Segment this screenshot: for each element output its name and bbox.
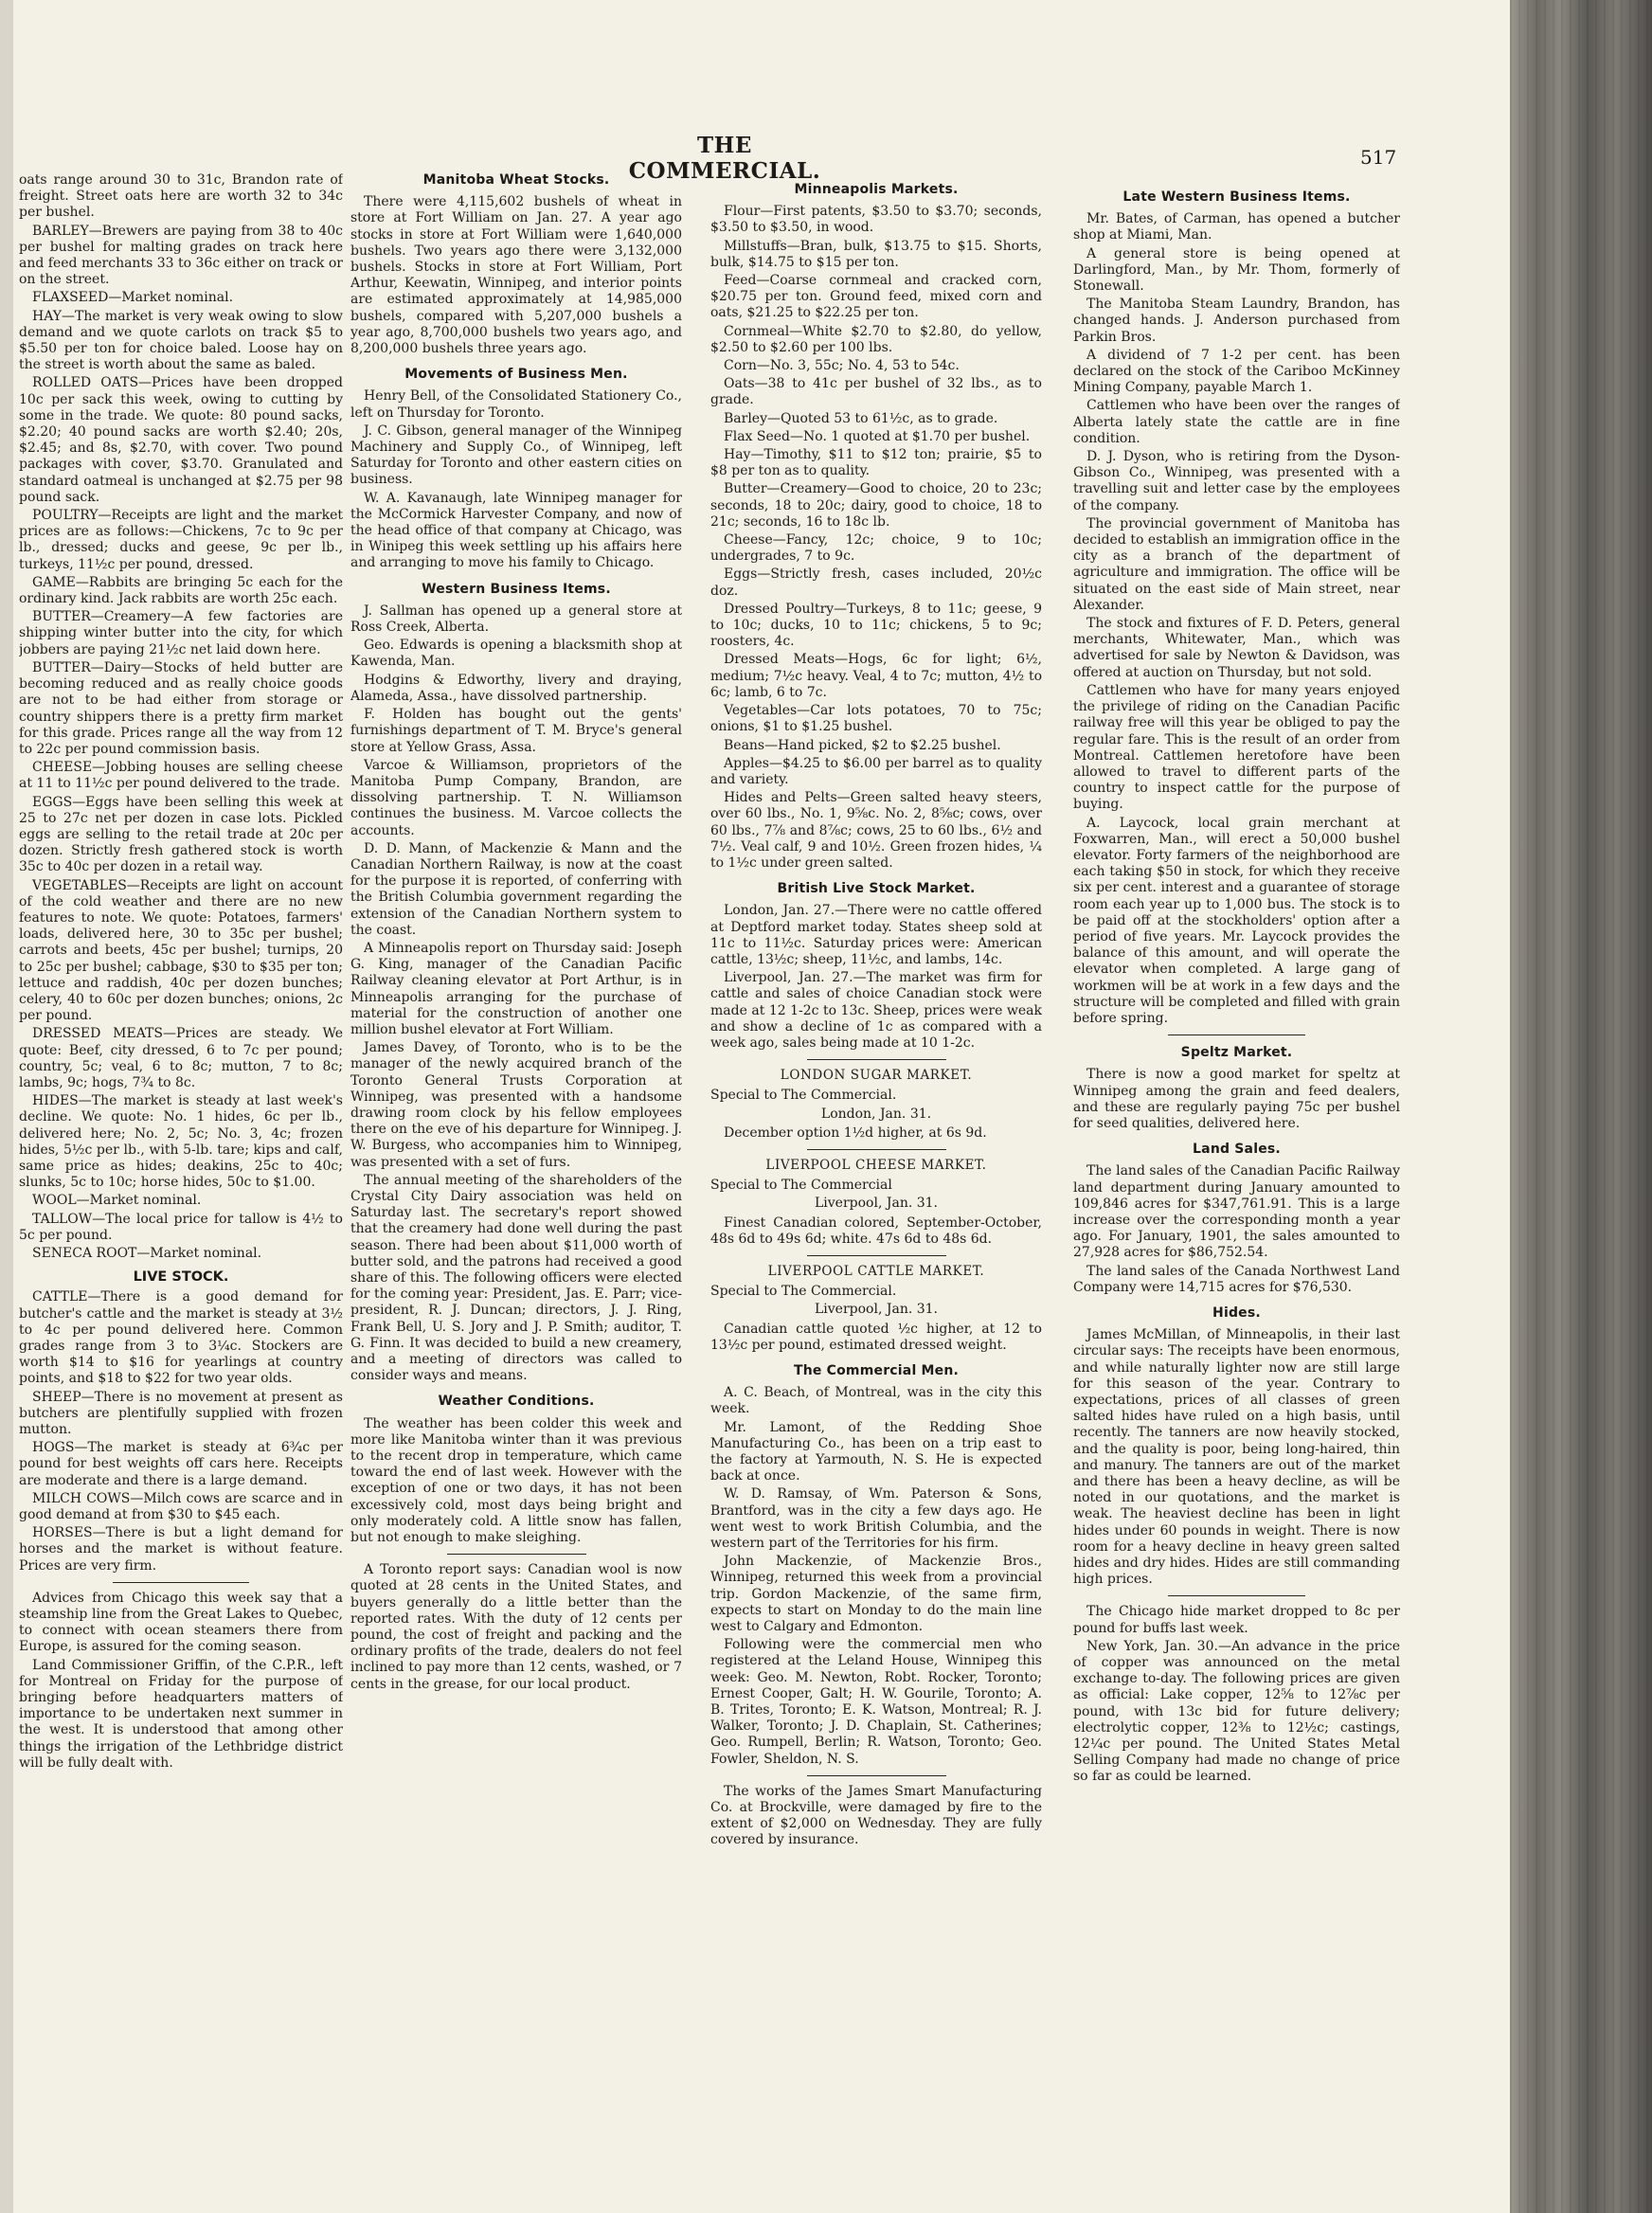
book-spine-pages <box>1510 0 1652 2213</box>
late-western-paragraph: A general store is being opened at Darlingford, Man., by Mr. Thom, formerly of Stonewall. <box>1073 245 1400 295</box>
column-2 <box>350 172 682 2209</box>
livestock-heading: LIVE STOCK. <box>133 1269 229 1286</box>
divider <box>807 1149 946 1150</box>
minneapolis-paragraph: Cornmeal—White $2.70 to $2.80, do yellow, $2.50 to $2.60 per 100 lbs. <box>710 323 1042 355</box>
livestock-paragraph: HORSES—There is but a light demand for horses and the market is without feature. Prices are very firm. <box>19 1525 343 1574</box>
british-paragraph: Liverpool, Jan. 27.—The market was firm for cattle and sales of choice Canadian stock were made at 12 1-2c to 13c. Sheep, prices were weak and show a decline of 1c as compared with a week ago, sales being made at 10 1-2c. <box>710 970 1042 1051</box>
divider <box>1168 1595 1305 1596</box>
late-western-paragraph: The Manitoba Steam Laundry, Brandon, has changed hands. J. Anderson purchased from Parkin Bros. <box>1073 297 1400 345</box>
market-paragraph: EGGS—Eggs have been selling this week at 25 to 27c net per dozen in case lots. Pickled eggs are selling to the retail trade at 20c per dozen. Strictly fresh gathered stock is worth 35c to 40c per dozen in a retail way. <box>19 794 343 875</box>
minneapolis-paragraph: Millstuffs—Bran, bulk, $13.75 to $15. Shorts, bulk, $14.75 to $15 per ton. <box>710 238 1042 270</box>
western-items-heading: Western Business Items. <box>422 581 611 597</box>
late-western-paragraph: The stock and fixtures of F. D. Peters, general merchants, Whitewater, Man., which was advertised for sale by Newton & Davidson, was offered at auction on Thursday, but not sold. <box>1073 616 1400 680</box>
minneapolis-paragraph: Vegetables—Car lots potatoes, 70 to 75c; onions, $1 to $1.25 bushel. <box>710 703 1042 735</box>
minneapolis-paragraph: Hay—Timothy, $11 to $12 ton; prairie, $5 to $8 per ton as to quality. <box>710 447 1042 479</box>
divider <box>447 1554 586 1555</box>
market-paragraph: HIDES—The market is steady at last week's decline. We quote: No. 1 hides, 6c per lb., delivered here; No. 2, 5c; No. 3, 4c; frozen hides, 5½c per lb., with 5-lb. tare; kips and calf, same price as hides; deakins, 25c to 40c; slunks, 5c to 10c; horse hides, 50c to $1.00. <box>19 1093 343 1191</box>
wheat-stocks-heading: Manitoba Wheat Stocks. <box>422 172 610 188</box>
land-sales-heading: Land Sales. <box>1193 1142 1281 1158</box>
minneapolis-paragraph: Dressed Meats—Hogs, 6c for light; 6½, medium; 7½c heavy. Veal, 4 to 7c; mutton, 4½ to 6c; lamb, 6 to 7c. <box>710 652 1042 700</box>
late-western-paragraph: Mr. Bates, of Carman, has opened a butcher shop at Miami, Man. <box>1073 211 1400 243</box>
western-paragraph: James Davey, of Toronto, who is to be the manager of the newly acquired branch of the Toronto General Trusts Corporation at Winnipeg, was presented with a handsome drawing room clock by his fellow employees there on the eve of his departure for Winnipeg. J. W. Burgess, who accompanies him to Winnipeg, was presented with a set of furs. <box>350 1040 682 1170</box>
news-paragraph: Advices from Chicago this week say that a steamship line from the Great Lakes to Quebec, to connect with ocean steamers there from Europe, is assured for the coming season. <box>19 1590 343 1655</box>
hides-paragraph: The Chicago hide market dropped to 8c per pound for buffs last week. <box>1073 1604 1400 1636</box>
livestock-paragraph: MILCH COWS—Milch cows are scarce and in good demand at from $30 to $45 each. <box>19 1490 343 1523</box>
cattle-paragraph: Canadian cattle quoted ½c higher, at 12 to 13½c per pound, estimated dressed weight. <box>710 1321 1042 1353</box>
dateline: Liverpool, Jan. 31. <box>815 1196 938 1212</box>
livestock-section <box>19 1289 343 1574</box>
liverpool-cattle-heading: LIVERPOOL CATTLE MARKET. <box>767 1263 985 1279</box>
western-paragraph: J. Sallman has opened up a general store at Ross Creek, Alberta. <box>350 603 682 636</box>
late-western-paragraph: Cattlemen who have been over the ranges of Alberta lately state the cattle are in fine condition. <box>1073 398 1400 446</box>
special-line: Special to The Commercial <box>710 1178 892 1194</box>
page-number: 517 <box>1360 146 1397 169</box>
western-paragraph: Varcoe & Williamson, proprietors of the Manitoba Pump Company, Brandon, are dissolving partnership. T. N. Williamson continues the business. M. Varcoe collects the accounts. <box>350 757 682 838</box>
livestock-paragraph: HOGS—The market is steady at 6¾c per pound for best weights off cars here. Receipts are moderate and there is a large demand. <box>19 1440 343 1488</box>
wool-paragraph: A Toronto report says: Canadian wool is now quoted at 28 cents in the United States, and buyers generally do a little better than the reported rates. With the duty of 12 cents per pound, the cost of freight and packing and the ordinary profits of the trade, dealers do not feel inclined to pay more than 12 cents, washed, or 7 cents in the grease, for our local product. <box>350 1562 682 1692</box>
market-paragraph: SENECA ROOT—Market nominal. <box>32 1246 262 1261</box>
speltz-paragraph: There is now a good market for speltz at Winnipeg among the grain and feed dealers, and these are regularly paying 75c per bushel for seed qualities, delivered here. <box>1073 1067 1400 1131</box>
late-western-paragraph: D. J. Dyson, who is retiring from the Dyson-Gibson Co., Winnipeg, was presented with a travelling suit and letter case by the employees of the company. <box>1073 449 1400 513</box>
western-paragraph: The annual meeting of the shareholders of the Crystal City Dairy association was held on Saturday last. The secretary's report showed that the creamery had done well during the past season. There had been about $11,000 worth of butter sold, and the patrons had received a good share of this. The following officers were elected for the coming year: President, Jas. E. Parr; vice-president, R. J. Duncan; directors, J. J. Ring, Frank Bell, U. S. Jory and J. P. Smith; auditor, T. G. Finn. It was decided to build a new creamery, and a meeting of directors was called to consider ways and means. <box>350 1172 682 1384</box>
minneapolis-heading: Minneapolis Markets. <box>794 182 959 197</box>
british-livestock-heading: British Live Stock Market. <box>777 881 976 897</box>
minneapolis-paragraph: Beans—Hand picked, $2 to $2.25 bushel. <box>724 737 1001 753</box>
late-western-paragraph: Cattlemen who have for many years enjoyed the privilege of riding on the Canadian Pacific railway free will this year be obliged to pay the regular fare. This is the result of an order from Montreal. Cattlemen heretofore have been allowed to travel to different parts of the country to inspect cattle for the purpose of buying. <box>1073 682 1400 813</box>
market-paragraph: BUTTER—Dairy—Stocks of held butter are becoming reduced and as really choice goods are not to be had either from storage or country shippers there is a pretty firm market for this grade. Prices range all the way from 12 to 22c per pound commission basis. <box>19 659 343 757</box>
late-western-paragraph: The provincial government of Manitoba has decided to establish an immigration office in the city as a branch of the department of agriculture and immigration. The office will be situated on the east side of Main street, near Alexander. <box>1073 515 1400 613</box>
minneapolis-paragraph: Corn—No. 3, 55c; No. 4, 53 to 54c. <box>724 358 960 374</box>
market-paragraph: oats range around 30 to 31c, Brandon rate of freight. Street oats here are worth 32 to 34c per bushel. <box>19 172 343 221</box>
hides-paragraph: New York, Jan. 30.—An advance in the price of copper was announced on the metal exchange to-day. The following prices are given as official: Lake copper, 12⅝ to 12⅞c per pound, with 13c bid for future delivery; electrolytic copper, 12⅜ to 12½c; castings, 12¼c per pound. The United States Metal Selling Company had made no change of price so far as could be learned. <box>1073 1638 1400 1785</box>
market-paragraph: VEGETABLES—Receipts are light on account of the cold weather and there are no new features to note. We quote: Potatoes, farmers' loads, delivered here, 30 to 35c per bushel; carrots and beets, 45c per bushel; turnips, 20 to 25c per bushel; cabbage, $30 to $35 per ton; lettuce and raddish, 40c per dozen bunches; celery, 40 to 60c per dozen bunches; onions, 2c per pound. <box>19 877 343 1024</box>
movements-paragraph: Henry Bell, of the Consolidated Stationery Co., left on Thursday for Toronto. <box>350 388 682 421</box>
livestock-paragraph: CATTLE—There is a good demand for butcher's cattle and the market is steady at 3½ to 4c per pound delivered here. Common grades range from 3 to 3¼c. Stockers are worth $14 to $16 for yearlings at country points, and $18 to $22 for two year olds. <box>19 1289 343 1387</box>
market-paragraph: POULTRY—Receipts are light and the market prices are as follows:—Chickens, 7c to 9c per lb., dressed; ducks and geese, 9c per lb., turkeys, 11½c per pound, dressed. <box>19 508 343 572</box>
masthead: THE COMMERCIAL. <box>628 133 821 184</box>
news-paragraph: Land Commissioner Griffin, of the C.P.R., left for Montreal on Friday for the purpose of bringing before headquarters matters of importance to be undertaken next summer in the west. It is understood that among other things the irrigation of the Lethbridge district will be fully dealt with. <box>19 1657 343 1771</box>
minneapolis-paragraph: Cheese—Fancy, 12c; choice, 9 to 10c; undergrades, 7 to 9c. <box>710 532 1042 565</box>
sugar-paragraph: December option 1½d higher, at 6s 9d. <box>724 1124 987 1141</box>
market-paragraph: HAY—The market is very weak owing to slow demand and we quote carlots on track $5 to $5.50 per ton for choice baled. Loose hay on the street is worth about the same as baled. <box>19 308 343 373</box>
special-line: Special to The Commercial. <box>710 1284 897 1300</box>
liverpool-cheese-heading: LIVERPOOL CHEESE MARKET. <box>765 1157 987 1173</box>
commercial-men-paragraph: Following were the commercial men who registered at the Leland House, Winnipeg this week: Geo. M. Newton, Robt. Rocker, Toronto; Ernest Cooper, Galt; H. W. Gourile, Toronto; A. B. Trites, Toronto; E. K. Watson, Montreal; R. J. Walker, Toronto; J. D. Chaplain, St. Catherines; Geo. Rumpell, Berlin; R. Watson, Toronto; Geo. Fowler, Sheldon, N. S. <box>710 1637 1042 1767</box>
land-sales-paragraph: The land sales of the Canada Northwest Land Company were 14,715 acres for $76,530. <box>1073 1263 1400 1295</box>
market-paragraph: DRESSED MEATS—Prices are steady. We quote: Beef, city dressed, 6 to 7c per pound; country, 5c; veal, 6 to 8c; mutton, 7 to 8c; lambs, 9c; hogs, 7¾ to 8c. <box>19 1026 343 1090</box>
special-line: Special to The Commercial. <box>710 1088 897 1104</box>
commercial-men-paragraph: Mr. Lamont, of the Redding Shoe Manufacturing Co., has been on a trip east to the factory at Yarmouth, N. S. He is expected back at once. <box>710 1419 1042 1484</box>
western-paragraph: Hodgins & Edworthy, livery and draying, Alameda, Assa., have dissolved partnership. <box>350 672 682 704</box>
movements-paragraph: W. A. Kavanaugh, late Winnipeg manager for the McCormick Harvester Company, and now of the head office of that company at Chicago, was in Winipeg this week settling up his affairs here and arranging to move his family to Chicago. <box>350 490 682 571</box>
commercial-men-paragraph: A. C. Beach, of Montreal, was in the city this week. <box>710 1385 1042 1417</box>
movements-heading: Movements of Business Men. <box>404 367 628 383</box>
minneapolis-paragraph: Apples—$4.25 to $6.00 per barrel as to quality and variety. <box>710 755 1042 787</box>
wheat-paragraph: There were 4,115,602 bushels of wheat in store at Fort William on Jan. 27. A year ago stocks in store at Fort William were 1,640,000 bushels. Two years ago there were 3,132,000 bushels. Stocks in store at Fort William, Port Arthur, Keewatin, Winnipeg, and interior points are estimated approximately at 14,985,000 bushels, compared with 5,207,000 bushels a year ago, 8,700,000 bushels two years ago, and 8,200,000 bushels three years ago. <box>350 194 682 357</box>
commercial-men-paragraph: John Mackenzie, of Mackenzie Bros., Winnipeg, returned this week from a provincial trip. Gordon Mackenzie, of the same firm, expects to start on Monday to do the main line west to Calgary and Edmonton. <box>710 1554 1042 1635</box>
livestock-paragraph: SHEEP—There is no movement at present as butchers are plentifully supplied with frozen mutton. <box>19 1389 343 1438</box>
market-paragraph: BUTTER—Creamery—A few factories are shipping winter butter into the city, for which jobbers are paying 21½c net laid down here. <box>19 609 343 657</box>
column-4 <box>1073 172 1400 2209</box>
british-paragraph: London, Jan. 27.—There were no cattle offered at Deptford market today. States sheep sold at 11c to 11½c. Saturday prices were: American cattle, 13½c; sheep, 11½c, and lambs, 14c. <box>710 903 1042 967</box>
commercial-men-heading: The Commercial Men. <box>793 1363 960 1378</box>
hides-heading: Hides. <box>1212 1305 1261 1321</box>
market-paragraph: GAME—Rabbits are bringing 5c each for the ordinary kind. Jack rabbits are worth 25c each. <box>19 574 343 607</box>
minneapolis-paragraph: Flour—First patents, $3.50 to $3.70; seconds, $3.50 to $3.50, in wood. <box>710 204 1042 236</box>
land-sales-paragraph: The land sales of the Canadian Pacific Railway land department during January amounted to 109,846 acres for $347,761.91. This is a large increase over the corresponding month a year ago. For January, 1901, the sales amounted to 27,928 acres for $86,752.54. <box>1073 1163 1400 1261</box>
minneapolis-paragraph: Hides and Pelts—Green salted heavy steers, over 60 lbs., No. 1, 9⅝c. No. 2, 8⅝c; cows, over 60 lbs., 7⅞ and 8⅞c; cows, 25 to 60 lbs., 6½ and 7½. Veal calf, 9 and 10½. Green frozen hides, ¼ to 1½c under green salted. <box>710 790 1042 871</box>
minneapolis-paragraph: Butter—Creamery—Good to choice, 20 to 23c; seconds, 18 to 20c; dairy, good to choice, 18 to 21c; seconds, 16 to 18c lb. <box>710 481 1042 530</box>
minneapolis-paragraph: Dressed Poultry—Turkeys, 8 to 11c; geese, 9 to 10c; ducks, 10 to 11c; chickens, 5 to 9c; roosters, 4c. <box>710 601 1042 650</box>
dateline: London, Jan. 31. <box>820 1106 932 1122</box>
page-left-edge <box>0 0 13 2213</box>
hides-paragraph: James McMillan, of Minneapolis, in their last circular says: The receipts have been enormous, and while naturally lighter now are still large for this season of the year. Contrary to expectations, prices of all classes of green salted hides have ruled on a high basis, until recently. The tanners are now heavily stocked, and the quality is poor, being long-haired, thin and manury. The tanners are out of the market and there has been a heavy decline, as will be noted in our quotations, and the market is weak. The heaviest decline has been in light hides under 60 pounds in weight. There is now room for a heavy decline in heavy green salted hides and dry hides. Hides are still commanding high prices. <box>1073 1327 1400 1588</box>
market-paragraph: ROLLED OATS—Prices have been dropped 10c per sack this week, owing to cutting by some in the trade. We quote: 80 pound sacks, $2.20; 40 pound sacks are worth $2.40; 20s, $2.45; and 8s, $2.70, with cover. Two pound packages with cover, $3.70. Granulated and standard oatmeal is unchanged at $2.75 per 98 pound sack. <box>19 375 343 505</box>
western-paragraph: A Minneapolis report on Thursday said: Joseph G. King, manager of the Canadian Pacific Railway cleaning elevator at Port Arthur, is in Minneapolis arranging for the purchase of material for the construction of another one million bushel elevator at Fort William. <box>350 940 682 1037</box>
cheese-paragraph: Finest Canadian colored, September-October, 48s 6d to 49s 6d; white. 47s 6d to 48s 6d. <box>710 1214 1042 1247</box>
western-paragraph: Geo. Edwards is opening a blacksmith shop at Kawenda, Man. <box>350 638 682 670</box>
column-3 <box>710 172 1042 2209</box>
market-paragraph: WOOL—Market nominal. <box>32 1193 202 1209</box>
divider <box>807 1775 946 1776</box>
western-paragraph: F. Holden has bought out the gents' furnishings department of T. M. Bryce's general store at Yellow Grass, Assa. <box>350 707 682 755</box>
speltz-heading: Speltz Market. <box>1180 1045 1293 1061</box>
movements-paragraph: J. C. Gibson, general manager of the Winnipeg Machinery and Supply Co., of Winnipeg, left Saturday for Toronto and other eastern cities on business. <box>350 423 682 488</box>
minneapolis-paragraph: Feed—Coarse cornmeal and cracked corn, $20.75 per ton. Ground feed, mixed corn and oats, $21.25 to $22.25 per ton. <box>710 273 1042 321</box>
late-western-heading: Late Western Business Items. <box>1122 189 1351 205</box>
column-1 <box>19 172 343 2209</box>
minneapolis-paragraph: Flax Seed—No. 1 quoted at $1.70 per bushel. <box>724 428 1031 444</box>
minneapolis-paragraph: Eggs—Strictly fresh, cases included, 20½c doz. <box>710 567 1042 599</box>
weather-paragraph: The weather has been colder this week and more like Manitoba winter than it was previous to the recent drop in temperature, which came toward the end of last week. However with the exception of one or two days, it has not been excessively cold, most days being bright and only moderately cold. A little snow has fallen, but not enough to make sleighing. <box>350 1415 682 1546</box>
dateline: Liverpool, Jan. 31. <box>815 1302 938 1318</box>
divider <box>807 1059 946 1060</box>
late-western-paragraph: A. Laycock, local grain merchant at Foxwarren, Man., will erect a 50,000 bushel elevator. Forty farmers of the neighborhood are each taking $50 in stock, for which they receive six per cent. interest and a guarantee of storage room each year up to 1,000 bus. The stock is to be paid off at the stockholders' option after a period of five years. Mr. Laycock provides the balance of this amount, and will operate the elevator when completed. A large gang of workmen will be at work in a few days and the structure will be completed and filled with grain before spring. <box>1073 815 1400 1026</box>
minneapolis-paragraph: Oats—38 to 41c per bushel of 32 lbs., as to grade. <box>710 376 1042 408</box>
markets-section <box>19 172 343 1262</box>
news-paragraph: The works of the James Smart Manufacturing Co. at Brockville, were damaged by fire to the extent of $2,000 on Wednesday. They are fully covered by insurance. <box>710 1783 1042 1848</box>
minneapolis-paragraph: Barley—Quoted 53 to 61½c, as to grade. <box>724 410 998 426</box>
market-paragraph: TALLOW—The local price for tallow is 4½ to 5c per pound. <box>19 1211 343 1243</box>
weather-heading: Weather Conditions. <box>438 1394 595 1410</box>
market-paragraph: FLAXSEED—Market nominal. <box>32 290 234 306</box>
market-paragraph: BARLEY—Brewers are paying from 38 to 40c per bushel for malting grades on track here and feed merchants 33 to 36c either on track or on the street. <box>19 223 343 288</box>
divider <box>113 1582 249 1583</box>
london-sugar-heading: LONDON SUGAR MARKET. <box>780 1068 973 1084</box>
western-paragraph: D. D. Mann, of Mackenzie & Mann and the Canadian Northern Railway, is now at the coast for the purpose it is reported, of conferring with the British Columbia government regarding the extension of the Canadian Northern system to the coast. <box>350 840 682 938</box>
divider <box>807 1255 946 1256</box>
commercial-men-paragraph: W. D. Ramsay, of Wm. Paterson & Sons, Brantford, was in the city a few days ago. He went west to work British Columbia, and the western part of the Territories for his firm. <box>710 1486 1042 1552</box>
market-paragraph: CHEESE—Jobbing houses are selling cheese at 11 to 11½c per pound delivered to the trade. <box>19 760 343 792</box>
late-western-paragraph: A dividend of 7 1-2 per cent. has been declared on the stock of the Cariboo McKinney Mining Company, payable March 1. <box>1073 347 1400 396</box>
